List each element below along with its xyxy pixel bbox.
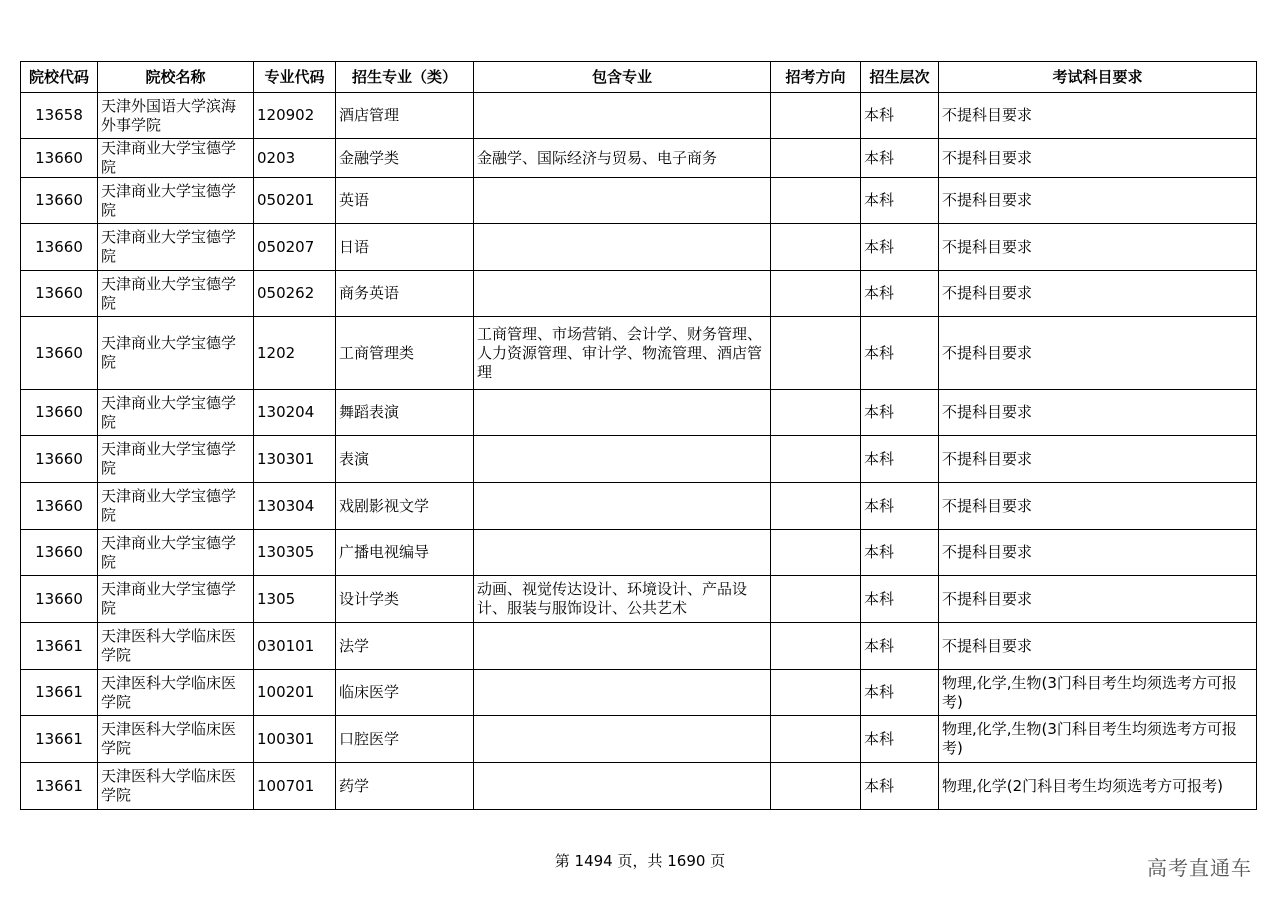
cell-major: 工商管理类	[336, 317, 474, 390]
cell-school-name: 天津医科大学临床医学院	[98, 716, 254, 763]
cell-level: 本科	[861, 178, 939, 224]
cell-level: 本科	[861, 93, 939, 139]
cell-subject-requirement: 不提科目要求	[939, 178, 1257, 224]
admissions-table	[20, 61, 1257, 810]
cell-direction	[771, 139, 861, 178]
cell-subject-requirement: 物理,化学,生物(3门科目考生均须选考方可报考)	[939, 670, 1257, 716]
header-row	[21, 62, 1257, 93]
cell-included-majors	[474, 623, 771, 670]
cell-subject-requirement: 不提科目要求	[939, 576, 1257, 623]
cell-school-code: 13661	[21, 763, 98, 810]
cell-school-code: 13658	[21, 93, 98, 139]
cell-school-code: 13660	[21, 271, 98, 317]
cell-direction	[771, 763, 861, 810]
cell-subject-requirement: 不提科目要求	[939, 530, 1257, 576]
cell-major-code: 100701	[254, 763, 336, 810]
cell-direction	[771, 576, 861, 623]
cell-included-majors	[474, 483, 771, 530]
cell-included-majors: 动画、视觉传达设计、环境设计、产品设计、服装与服饰设计、公共艺术	[474, 576, 771, 623]
cell-school-name: 天津商业大学宝德学院	[98, 224, 254, 271]
cell-major-code: 050201	[254, 178, 336, 224]
cell-school-code: 13660	[21, 178, 98, 224]
table-row	[21, 436, 1257, 483]
cell-school-code: 13661	[21, 670, 98, 716]
cell-included-majors	[474, 436, 771, 483]
cell-subject-requirement: 不提科目要求	[939, 436, 1257, 483]
table-row	[21, 763, 1257, 810]
cell-level: 本科	[861, 763, 939, 810]
header-level: 招生层次	[861, 62, 939, 93]
cell-level: 本科	[861, 483, 939, 530]
cell-major: 舞蹈表演	[336, 390, 474, 436]
table-row	[21, 716, 1257, 763]
table-row	[21, 178, 1257, 224]
cell-major-code: 100201	[254, 670, 336, 716]
cell-school-code: 13660	[21, 483, 98, 530]
table-row	[21, 483, 1257, 530]
cell-major: 口腔医学	[336, 716, 474, 763]
cell-level: 本科	[861, 670, 939, 716]
cell-included-majors	[474, 93, 771, 139]
cell-school-name: 天津商业大学宝德学院	[98, 576, 254, 623]
header-subject-requirement: 考试科目要求	[939, 62, 1257, 93]
cell-level: 本科	[861, 623, 939, 670]
cell-school-name: 天津商业大学宝德学院	[98, 483, 254, 530]
cell-level: 本科	[861, 224, 939, 271]
table-row	[21, 670, 1257, 716]
cell-subject-requirement: 不提科目要求	[939, 623, 1257, 670]
table-row	[21, 317, 1257, 390]
cell-level: 本科	[861, 390, 939, 436]
cell-school-name: 天津医科大学临床医学院	[98, 670, 254, 716]
cell-included-majors	[474, 224, 771, 271]
cell-level: 本科	[861, 576, 939, 623]
cell-school-code: 13660	[21, 576, 98, 623]
cell-school-code: 13660	[21, 530, 98, 576]
cell-direction	[771, 390, 861, 436]
cell-school-code: 13660	[21, 317, 98, 390]
cell-major-code: 130305	[254, 530, 336, 576]
cell-major: 金融学类	[336, 139, 474, 178]
cell-subject-requirement: 不提科目要求	[939, 483, 1257, 530]
cell-subject-requirement: 物理,化学,生物(3门科目考生均须选考方可报考)	[939, 716, 1257, 763]
cell-major-code: 0203	[254, 139, 336, 178]
cell-major: 临床医学	[336, 670, 474, 716]
cell-subject-requirement: 不提科目要求	[939, 317, 1257, 390]
cell-subject-requirement: 物理,化学(2门科目考生均须选考方可报考)	[939, 763, 1257, 810]
cell-subject-requirement: 不提科目要求	[939, 224, 1257, 271]
cell-direction	[771, 530, 861, 576]
cell-school-name: 天津商业大学宝德学院	[98, 530, 254, 576]
watermark-text: 高考直通车	[1147, 856, 1252, 880]
cell-major-code: 1305	[254, 576, 336, 623]
cell-major-code: 120902	[254, 93, 336, 139]
table-body	[21, 93, 1257, 810]
header-school-code: 院校代码	[21, 62, 98, 93]
cell-direction	[771, 178, 861, 224]
header-included-majors: 包含专业	[474, 62, 771, 93]
cell-included-majors: 金融学、国际经济与贸易、电子商务	[474, 139, 771, 178]
cell-level: 本科	[861, 530, 939, 576]
cell-school-code: 13660	[21, 139, 98, 178]
cell-school-name: 天津外国语大学滨海外事学院	[98, 93, 254, 139]
cell-included-majors	[474, 670, 771, 716]
table-row	[21, 271, 1257, 317]
cell-direction	[771, 483, 861, 530]
cell-school-name: 天津商业大学宝德学院	[98, 436, 254, 483]
cell-major-code: 050262	[254, 271, 336, 317]
cell-level: 本科	[861, 139, 939, 178]
cell-school-code: 13660	[21, 224, 98, 271]
cell-major: 表演	[336, 436, 474, 483]
cell-major: 戏剧影视文学	[336, 483, 474, 530]
cell-included-majors	[474, 390, 771, 436]
cell-major: 英语	[336, 178, 474, 224]
cell-subject-requirement: 不提科目要求	[939, 271, 1257, 317]
cell-direction	[771, 670, 861, 716]
cell-school-code: 13660	[21, 390, 98, 436]
cell-school-name: 天津商业大学宝德学院	[98, 178, 254, 224]
cell-major-code: 130301	[254, 436, 336, 483]
cell-included-majors	[474, 271, 771, 317]
header-major-code: 专业代码	[254, 62, 336, 93]
cell-major-code: 130204	[254, 390, 336, 436]
cell-direction	[771, 716, 861, 763]
cell-included-majors	[474, 716, 771, 763]
header-major: 招生专业（类）	[336, 62, 474, 93]
cell-direction	[771, 317, 861, 390]
cell-direction	[771, 271, 861, 317]
cell-school-code: 13660	[21, 436, 98, 483]
cell-school-name: 天津商业大学宝德学院	[98, 139, 254, 178]
cell-level: 本科	[861, 716, 939, 763]
cell-direction	[771, 436, 861, 483]
page-number: 第 1494 页，共 1690 页	[554, 852, 726, 870]
table-row	[21, 139, 1257, 178]
cell-school-name: 天津商业大学宝德学院	[98, 317, 254, 390]
cell-major: 法学	[336, 623, 474, 670]
cell-major: 日语	[336, 224, 474, 271]
header-direction: 招考方向	[771, 62, 861, 93]
cell-subject-requirement: 不提科目要求	[939, 390, 1257, 436]
cell-school-name: 天津商业大学宝德学院	[98, 390, 254, 436]
table-row	[21, 93, 1257, 139]
cell-major-code: 130304	[254, 483, 336, 530]
cell-major: 酒店管理	[336, 93, 474, 139]
cell-included-majors	[474, 530, 771, 576]
cell-included-majors	[474, 178, 771, 224]
header-school-name: 院校名称	[98, 62, 254, 93]
cell-major-code: 1202	[254, 317, 336, 390]
cell-school-name: 天津医科大学临床医学院	[98, 763, 254, 810]
cell-level: 本科	[861, 271, 939, 317]
cell-subject-requirement: 不提科目要求	[939, 93, 1257, 139]
table-row	[21, 530, 1257, 576]
cell-major: 设计学类	[336, 576, 474, 623]
cell-included-majors	[474, 763, 771, 810]
cell-level: 本科	[861, 436, 939, 483]
cell-major: 商务英语	[336, 271, 474, 317]
cell-school-name: 天津医科大学临床医学院	[98, 623, 254, 670]
cell-major-code: 050207	[254, 224, 336, 271]
cell-school-code: 13661	[21, 716, 98, 763]
cell-included-majors: 工商管理、市场营销、会计学、财务管理、人力资源管理、审计学、物流管理、酒店管理	[474, 317, 771, 390]
cell-major-code: 030101	[254, 623, 336, 670]
cell-major: 药学	[336, 763, 474, 810]
cell-direction	[771, 93, 861, 139]
cell-school-name: 天津商业大学宝德学院	[98, 271, 254, 317]
cell-major-code: 100301	[254, 716, 336, 763]
cell-subject-requirement: 不提科目要求	[939, 139, 1257, 178]
table-row	[21, 576, 1257, 623]
cell-school-code: 13661	[21, 623, 98, 670]
table-row	[21, 224, 1257, 271]
cell-direction	[771, 224, 861, 271]
cell-major: 广播电视编导	[336, 530, 474, 576]
table-row	[21, 623, 1257, 670]
table-row	[21, 390, 1257, 436]
cell-level: 本科	[861, 317, 939, 390]
cell-direction	[771, 623, 861, 670]
